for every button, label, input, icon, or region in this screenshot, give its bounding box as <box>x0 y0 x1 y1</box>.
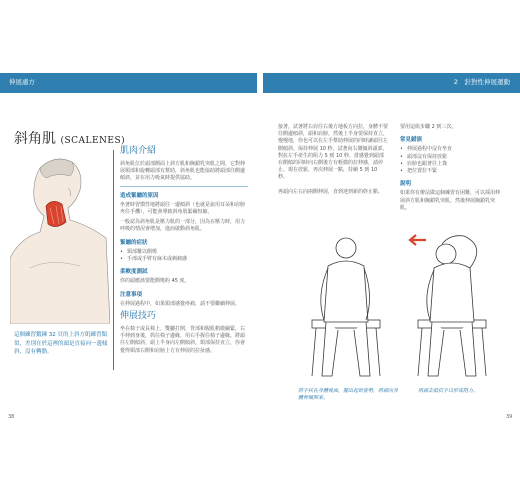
heading-symptoms: 緊繃的症狀 <box>120 239 148 246</box>
mistakes-list <box>400 146 504 175</box>
anatomy-illustration <box>10 148 110 324</box>
caution-text: 在伸展過程中，如果頸部感覺疼痛，請不要繼續伸展。 <box>120 300 241 307</box>
list-item: • 肩膀也跟著往上聳 <box>400 161 504 168</box>
heading-intro: 肌肉介紹 <box>120 146 157 156</box>
heading-mistakes: 常見錯誤 <box>400 137 423 144</box>
heading-caution: 注意事項 <box>120 291 143 298</box>
photo-caption-right: 用頭去抵抗手以形成阻力。 <box>418 388 479 394</box>
page-title <box>14 128 125 148</box>
right-text-column-1: 接著，試著將右肩往右後方地板方向拉，身體不要往側邊傾斜，頭和肩膀，然後上半身要保持直立，慢慢地，你也可以在左手幫助伸展的同時讓頭往左側傾斜。保持伸展 10 秒，試著向右側傾斜頭部，對抗左手產生的阻力 5 到 10 秒。當感覺到頭部在側傾的同時向右側後方有輕微的拉伸感，請停止。現在放鬆，再次伸展一點，持續 5 到 10 秒。 再頭向左右向兩側伸展，直到達到新的終止點。 <box>278 124 389 195</box>
symptoms-list <box>120 249 248 263</box>
page-number-left: 38 <box>8 414 15 420</box>
list-item: • 頸部難以側彎 <box>120 249 248 256</box>
figure-caption: 這個練習鍛鍊 32 頁的上斜方肌練習類似，差別在於這裡的頭是直接向一邊傾斜，沒有轉動。 <box>14 332 108 355</box>
exercise-photos <box>298 226 504 386</box>
divider <box>120 186 248 187</box>
list-item: • 頭部沒有保持放鬆 <box>400 154 504 161</box>
seated-figure-start <box>312 238 380 376</box>
left-text-column <box>120 146 248 358</box>
list-item: • 伸展過程中沒有坐直 <box>400 146 504 153</box>
list-item: • 把位置拉不緊 <box>400 168 504 175</box>
page-number-right: 39 <box>506 414 513 420</box>
heading-note: 說明 <box>400 181 412 188</box>
heading-technique: 伸展技巧 <box>120 311 157 322</box>
technique-text: 坐在椅子或長椅上，雙腳打開，背部和腹肌稍微繃緊，右手伸到身後，抓住椅子邊緣，用右手握住椅子邊緣。將頭往左側傾斜，頭上半身向左側傾斜，頸部保持直立，你會覺得頸部右側和肩膀上方有伸展的拉扯感。 <box>120 326 246 354</box>
right-text-column-2 <box>400 124 504 215</box>
list-item: • 手部或手臂有麻木或刺痛感 <box>120 256 248 263</box>
causes-text-1: 坐著時習慣性地將頭往一邊傾斜（也就是說用耳朵和肩膀夾住手機），可能會導致斜角肌緊繃短縮。 <box>120 201 246 216</box>
heading-test: 柔軟度測試 <box>120 269 148 276</box>
heading-causes: 造成緊繃的原因 <box>120 192 159 199</box>
test-text: 你的頭應該要能側彎約 45 度。 <box>120 278 190 285</box>
title-chinese: 斜角肌 <box>14 131 56 147</box>
running-head-left: 伸展處方 <box>9 78 35 86</box>
header-band-right <box>263 73 520 93</box>
intro-text: 斜角肌位於頭部側面上斜方肌和胸鎖乳突肌之間，它對伸展頸部和旋轉頭部有幫助，斜角肌也能協助將頭部往側邊傾斜，並在用力吸氣時提供協助。 <box>120 161 246 182</box>
note-text: 如果你有辦法做這個練習有困難，可以採用伸展斜方肌和胸鎖乳突肌，然後伸展胸鎖乳突肌。 <box>400 190 501 211</box>
causes-text-2: 一般認為斜角肌是壓力肌的一部分，因為在壓力時，用力呼吸的情況會增加，進而啟動斜角肌。 <box>120 219 246 233</box>
column-rule <box>113 150 114 370</box>
repeat-text: 要用這組步驟 2 到三次。 <box>400 124 457 130</box>
seated-figure-stretch <box>410 235 486 376</box>
photo-caption-left: 將手扶在身體後面，擺出起始姿勢，將頭向身體伸展開來。 <box>298 388 399 401</box>
header-band-left <box>0 73 257 93</box>
running-head-right: 2 針對性伸展運動 <box>453 78 510 86</box>
title-english: (SCALENES) <box>60 136 126 146</box>
